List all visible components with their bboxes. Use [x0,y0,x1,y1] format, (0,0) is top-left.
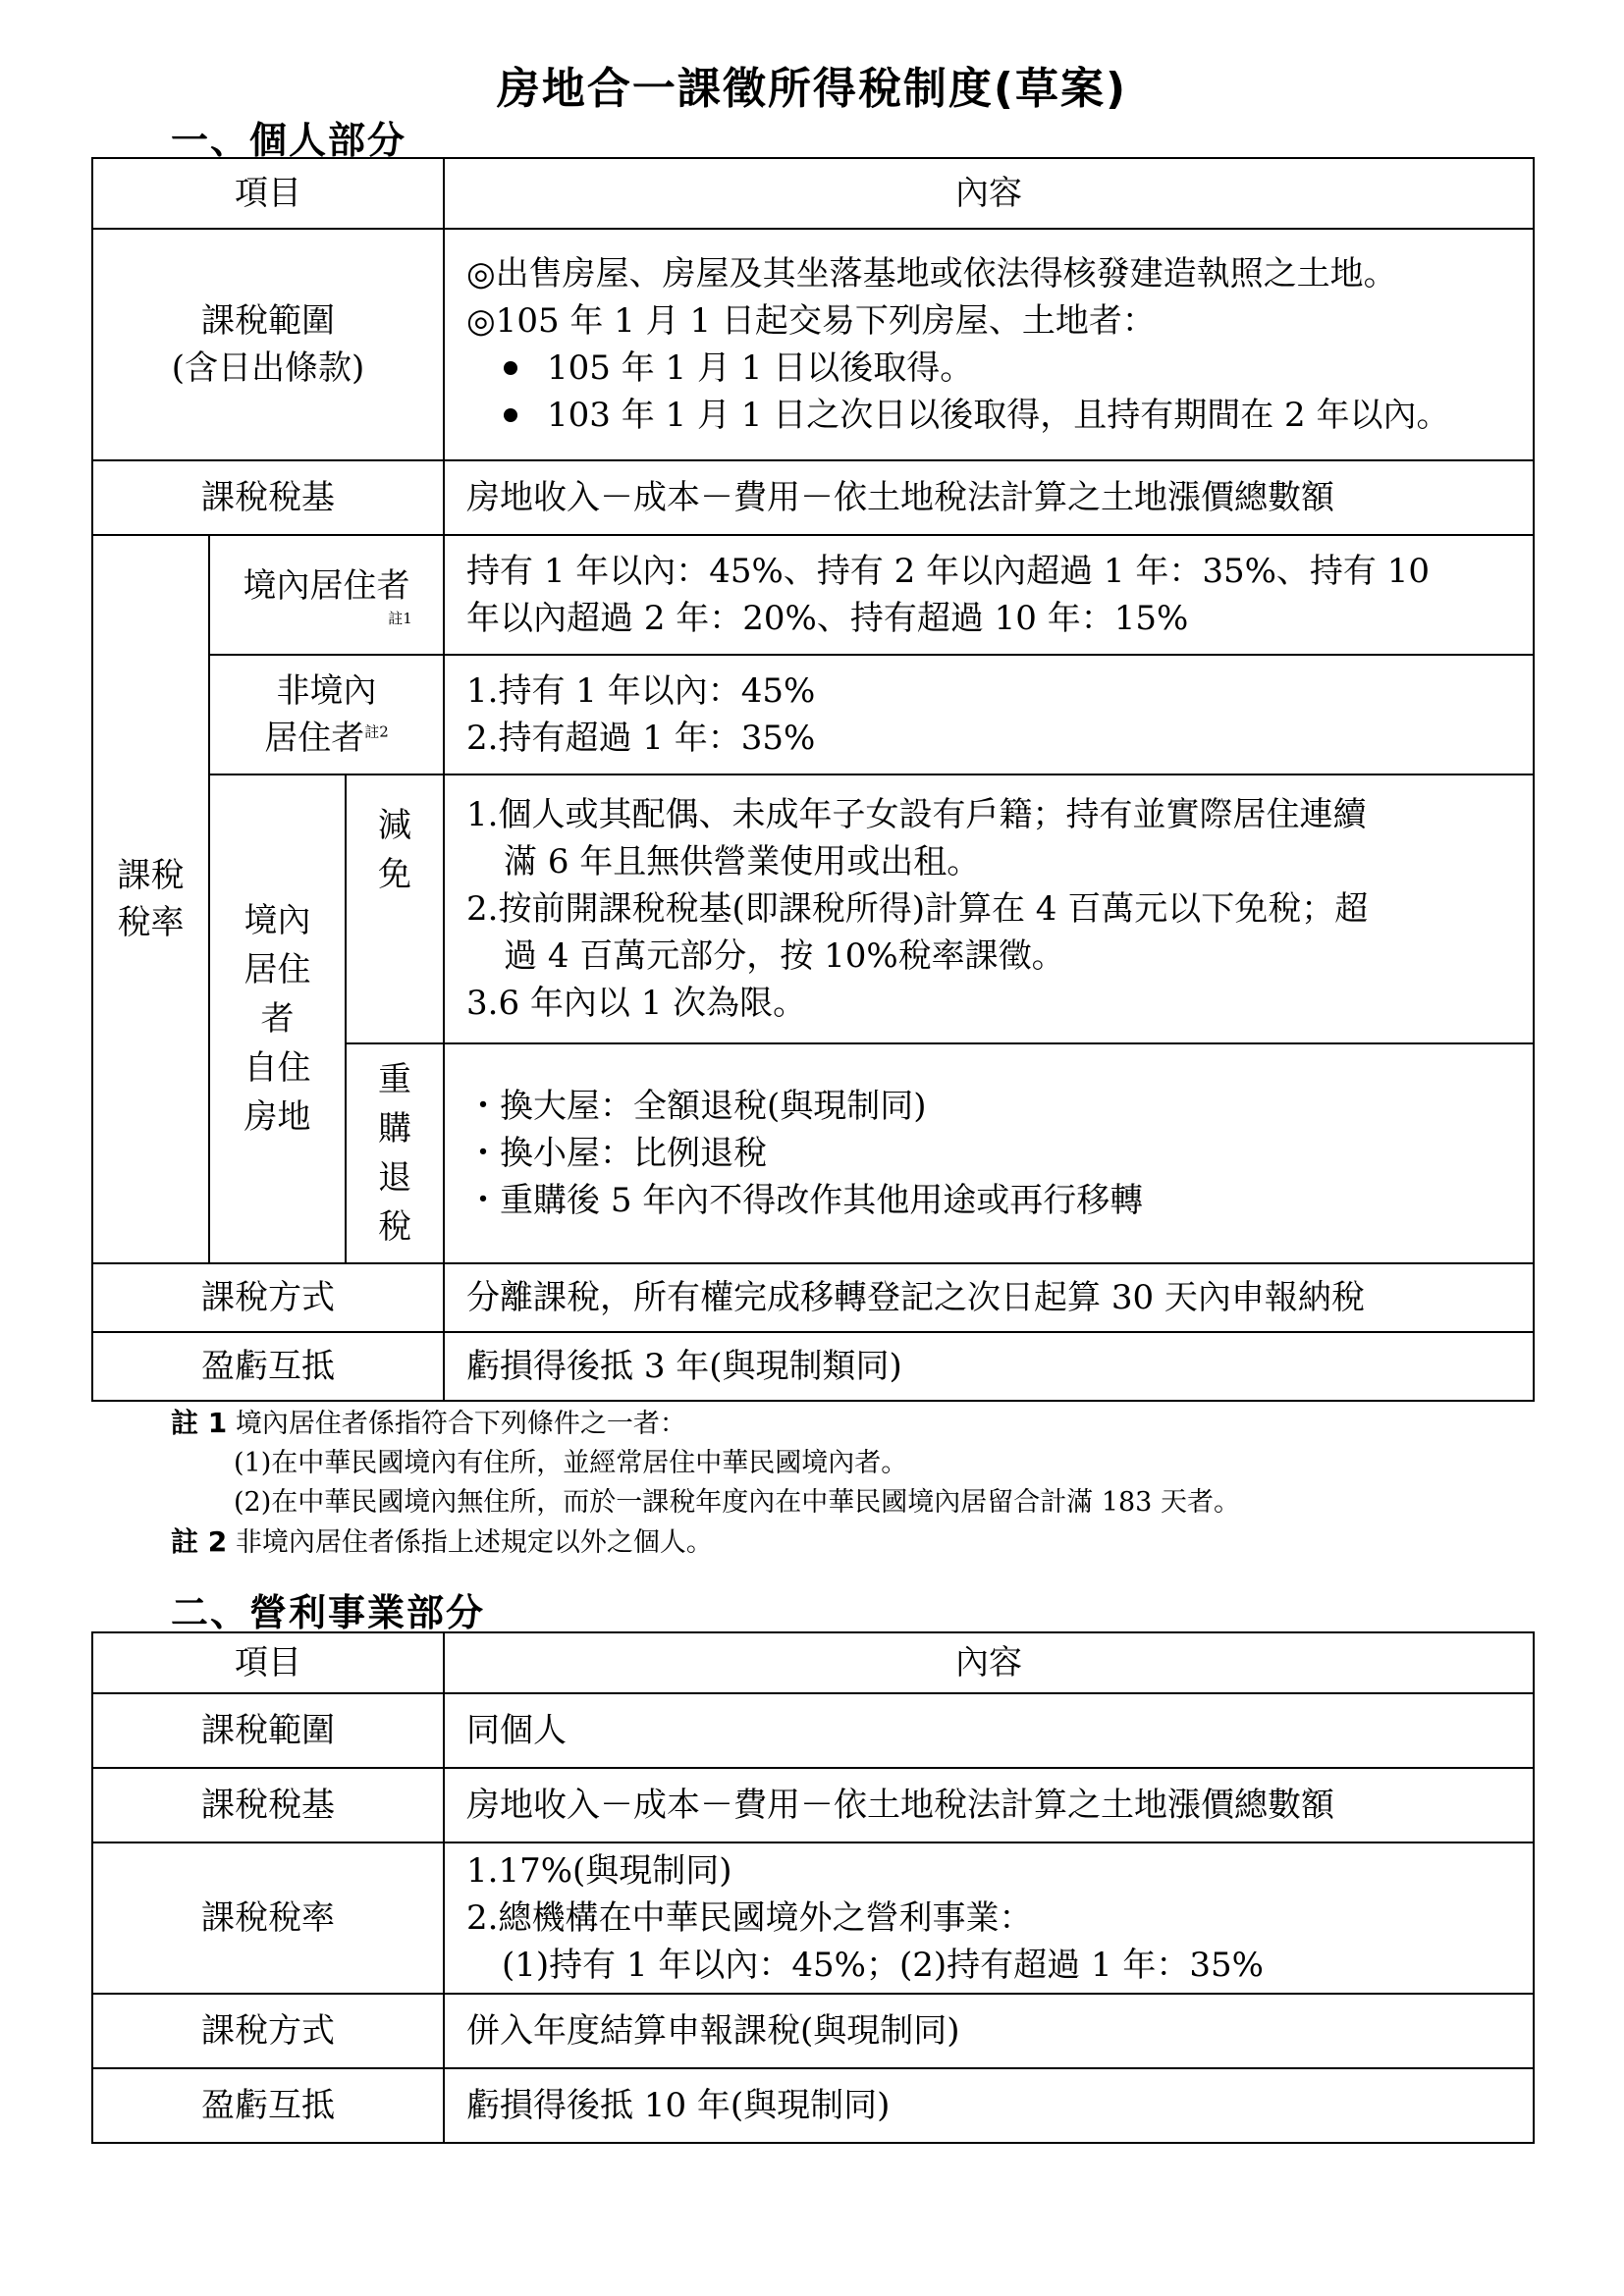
refund-content [444,1043,1534,1263]
self-use-label-line: 房地 [244,1097,311,1137]
header-content: 內容 [444,1632,1534,1693]
exempt-content [444,774,1534,1043]
business-table [91,1631,1535,2144]
scope-label [92,229,444,460]
row-offset [92,1332,1534,1401]
self-use-label-line: 自住 [244,1048,311,1088]
base-label: 課稅稅基 [92,460,444,535]
header-item: 項目 [92,158,444,229]
table-header-row [92,1632,1534,1693]
exempt-line: 2.按前開課稅稅基(即課稅所得)計算在 4 百萬元以下免稅；超 [466,889,1369,929]
scope-label-main: 課稅範圍 [201,301,335,341]
scope-content [444,229,1534,460]
refund-line: ・換大屋：全額退稅(與現制同) [466,1087,927,1126]
resident-rate [444,535,1534,655]
footnote-mark: 註 1 [171,1407,228,1439]
section-heading-business: 二、營利事業部分 [171,1591,486,1634]
row-rate-nonresident [92,655,1534,774]
row-self-use-exempt [92,774,1534,1043]
self-use-label-line: 居住 [244,950,311,989]
nonresident-note-ref: 註2 [364,722,389,741]
individual-table [91,157,1535,1402]
footnote-text: 非境內居住者係指上述規定以外之個人。 [235,1527,713,1558]
nonresident-label-line: 非境內 [276,671,377,711]
offset-value: 虧損得後抵 10 年(與現制同) [444,2068,1534,2143]
scope-value: 同個人 [444,1693,1534,1768]
scope-line: ◎出售房屋、房屋及其坐落基地或依法得核發建造執照之土地。 [466,254,1397,294]
row-base [92,460,1534,535]
header-content: 內容 [444,158,1534,229]
nonresident-label [209,655,444,774]
resident-rate-line: 持有 1 年以內：45%、持有 2 年以內超過 1 年：35%、持有 10 [466,552,1430,591]
document-title: 房地合一課徵所得稅制度(草案) [496,64,1128,114]
method-value: 併入年度結算申報課稅(與現制同) [444,1994,1534,2068]
rate-line: 1.17%(與現制同) [466,1851,732,1891]
method-label: 課稅方式 [92,1263,444,1332]
row-rate-resident [92,535,1534,655]
nonresident-rate [444,655,1534,774]
self-use-label-line: 境內 [244,901,311,940]
row-rate [92,1842,1534,1994]
row-method [92,1994,1534,2068]
refund-label-char: 重 [378,1060,411,1099]
refund-line: ・換小屋：比例退稅 [466,1134,768,1173]
refund-line: ・重購後 5 年內不得改作其他用途或再行移轉 [466,1181,1144,1220]
nonresident-rate-line: 2.持有超過 1 年：35% [466,719,816,758]
exempt-label [346,774,444,1043]
offset-label: 盈虧互抵 [92,1332,444,1401]
bullet-icon [504,361,517,375]
footnote-subitem: (1)在中華民國境內有住所，並經常居住中華民國境內者。 [234,1448,908,1478]
base-value: 房地收入－成本－費用－依土地稅法計算之土地漲價總數額 [444,1768,1534,1842]
row-scope [92,1693,1534,1768]
exempt-label-char: 減 [378,806,411,845]
offset-value: 虧損得後抵 3 年(與現制類同) [444,1332,1534,1401]
rate-line: 2.總機構在中華民國境外之營利事業： [466,1898,1033,1938]
resident-label-text: 境內居住者 [243,566,410,606]
row-scope [92,229,1534,460]
resident-rate-line: 年以內超過 2 年：20%、持有超過 10 年：15% [466,599,1189,638]
base-value: 房地收入－成本－費用－依土地稅法計算之土地漲價總數額 [444,460,1534,535]
footnote-subitem: (2)在中華民國境內無住所，而於一課稅年度內在中華民國境內居留合計滿 183 天者。 [234,1487,1240,1518]
base-label: 課稅稅基 [92,1768,444,1842]
row-offset [92,2068,1534,2143]
self-use-label [209,774,346,1263]
row-base [92,1768,1534,1842]
header-item: 項目 [92,1632,444,1693]
rate-label [92,535,209,1263]
footnotes [171,1404,1240,1563]
resident-label [209,535,444,655]
rate-label: 課稅稅率 [92,1842,444,1994]
exempt-label-char: 免 [378,855,411,894]
refund-label-char: 稅 [378,1207,411,1247]
exempt-line: 滿 6 年且無供營業使用或出租。 [504,842,981,881]
offset-label: 盈虧互抵 [92,2068,444,2143]
exempt-line: 3.6 年內以 1 次為限。 [466,984,807,1023]
table-header-row [92,158,1534,229]
footnote-mark: 註 2 [171,1525,228,1558]
rate-label-line: 課稅 [117,856,185,895]
rate-line: (1)持有 1 年以內：45%；(2)持有超過 1 年：35% [502,1946,1264,1985]
section-heading-individual: 一、個人部分 [171,119,407,162]
method-value: 分離課稅，所有權完成移轉登記之次日起算 30 天內申報納稅 [444,1263,1534,1332]
rate-label-line: 稅率 [117,903,185,942]
scope-label: 課稅範圍 [92,1693,444,1768]
self-use-label-line: 者 [260,999,295,1039]
rate-content [444,1842,1534,1994]
nonresident-label-line: 居住者 [264,719,365,758]
scope-bullet: 105 年 1 月 1 日以後取得。 [547,348,974,388]
bullet-icon [504,408,517,422]
refund-label-char: 購 [378,1109,411,1148]
scope-line: ◎105 年 1 月 1 日起交易下列房屋、土地者： [466,301,1156,341]
exempt-line: 1.個人或其配偶、未成年子女設有戶籍；持有並實際居住連續 [466,795,1367,834]
method-label: 課稅方式 [92,1994,444,2068]
refund-label-char: 退 [378,1158,411,1198]
scope-bullet: 103 年 1 月 1 日之次日以後取得，且持有期間在 2 年以內。 [547,396,1450,435]
footnote-text: 境內居住者係指符合下列條件之一者： [235,1409,686,1439]
resident-note-ref: 註1 [388,610,412,627]
scope-label-sub: (含日出條款) [171,348,365,388]
refund-label [346,1043,444,1263]
nonresident-rate-line: 1.持有 1 年以內：45% [466,671,816,711]
exempt-line: 過 4 百萬元部分，按 10%稅率課徵。 [504,936,1065,976]
row-method [92,1263,1534,1332]
